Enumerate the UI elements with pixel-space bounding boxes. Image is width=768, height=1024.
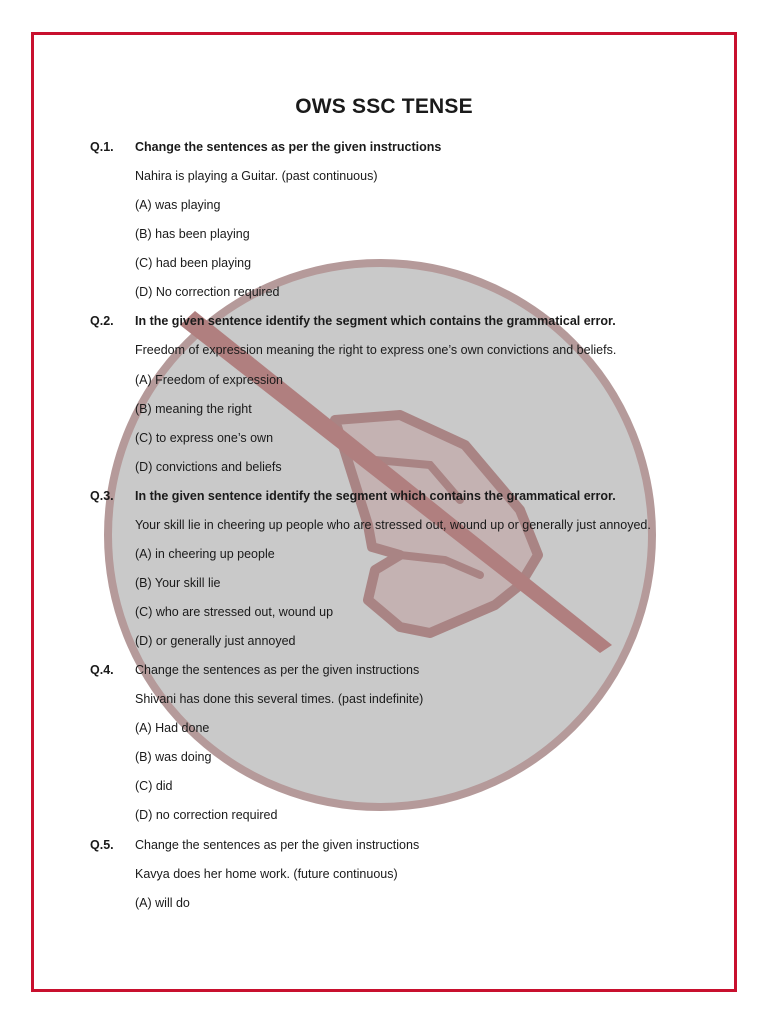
option: (B) meaning the right: [135, 402, 252, 416]
question-sentence: Your skill lie in cheering up people who are stressed out, wound up or generally just annoyed.: [135, 518, 651, 532]
option: (C) to express one’s own: [135, 431, 274, 445]
option: (D) no correction required: [135, 808, 278, 822]
option: (B) was doing: [135, 750, 212, 764]
option: (A) in cheering up people: [135, 547, 275, 561]
question-instruction: In the given sentence identify the segment which contains the grammatical error.: [135, 314, 616, 328]
option: (D) or generally just annoyed: [135, 634, 296, 648]
question-sentence: Shivani has done this several times. (past indefinite): [135, 692, 424, 706]
question-number: Q.2.: [90, 314, 114, 328]
question-instruction: Change the sentences as per the given instructions: [135, 663, 420, 677]
option: (A) was playing: [135, 198, 221, 212]
option: (D) convictions and beliefs: [135, 460, 282, 474]
option: (D) No correction required: [135, 285, 280, 299]
question-instruction: Change the sentences as per the given instructions: [135, 140, 442, 154]
question-number: Q.1.: [90, 140, 114, 154]
option: (C) did: [135, 779, 173, 793]
option: (B) Your skill lie: [135, 576, 221, 590]
question-number: Q.5.: [90, 838, 114, 852]
question-sentence: Kavya does her home work. (future continuous): [135, 867, 398, 881]
option: (C) who are stressed out, wound up: [135, 605, 334, 619]
question-number: Q.3.: [90, 489, 114, 503]
option: (B) has been playing: [135, 227, 250, 241]
question-number: Q.4.: [90, 663, 114, 677]
question-sentence: Freedom of expression meaning the right to express one’s own convictions and beliefs.: [135, 343, 617, 357]
page-title: OWS SSC TENSE: [295, 95, 473, 118]
question-instruction: In the given sentence identify the segment which contains the grammatical error.: [135, 489, 616, 503]
option: (A) Freedom of expression: [135, 373, 283, 387]
option: (A) will do: [135, 896, 190, 910]
question-instruction: Change the sentences as per the given instructions: [135, 838, 420, 852]
option: (C) had been playing: [135, 256, 252, 270]
question-sentence: Nahira is playing a Guitar. (past continuous): [135, 169, 378, 183]
option: (A) Had done: [135, 721, 210, 735]
